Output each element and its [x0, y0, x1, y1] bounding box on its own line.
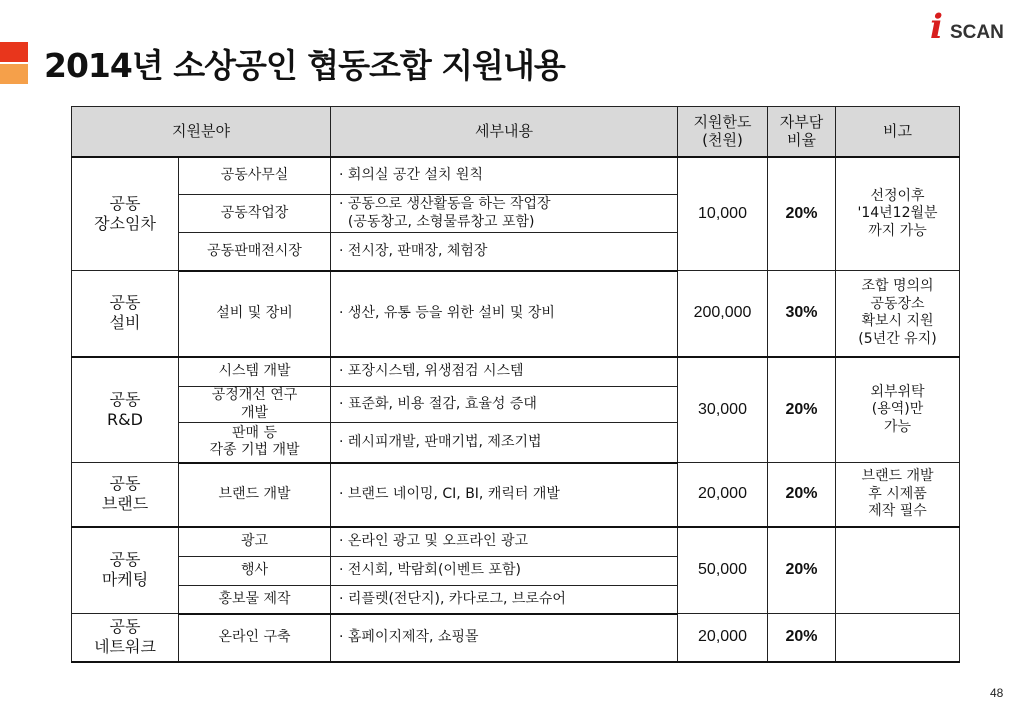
- header-note: 비고: [836, 107, 960, 157]
- sub-category-cell: [179, 557, 331, 586]
- sub-category-line2: 개발: [240, 404, 269, 421]
- detail-cell: [331, 527, 678, 557]
- header-burden: [768, 107, 836, 157]
- area-line1: 공동: [109, 389, 141, 409]
- page-number: 48: [990, 686, 1004, 700]
- table-row: [72, 357, 960, 387]
- detail-cell: [331, 195, 678, 233]
- sub-category: 공정개선 연구: [211, 387, 298, 403]
- note-cell: [836, 463, 960, 527]
- accent-bar-red: [0, 42, 28, 62]
- detail-text: · 온라인 광고 및 오프라인 광고: [339, 533, 528, 549]
- area-cell: [72, 614, 179, 662]
- burden-ratio: 20%: [768, 157, 836, 271]
- area-line2: 장소임차: [94, 213, 156, 233]
- detail-text: · 공동으로 생산활동을 하는 작업장: [339, 196, 551, 212]
- header-burden-line2: 비율: [787, 131, 816, 150]
- detail-text: · 레시피개발, 판매기법, 제조기법: [339, 433, 542, 450]
- accent-bar-orange: [0, 64, 28, 84]
- burden-ratio: 20%: [768, 463, 836, 527]
- burden-ratio: 30%: [768, 271, 836, 357]
- area-line2: 설비: [109, 313, 141, 333]
- detail-text-line2: (공동창고, 소형물류창고 포함): [347, 213, 535, 230]
- area-line1: 공동: [109, 550, 141, 570]
- detail-text: · 브랜드 네이밍, CI, BI, 캐릭터 개발: [339, 485, 560, 502]
- header-detail: 세부내용: [331, 107, 678, 157]
- detail-text: · 전시회, 박람회(이벤트 포함): [339, 562, 521, 579]
- detail-cell: [331, 614, 678, 662]
- area-cell: [72, 527, 179, 614]
- sub-category: 설비 및 장비: [216, 304, 293, 321]
- detail-text: · 홈페이지제작, 쇼핑몰: [339, 628, 479, 645]
- burden-ratio: 20%: [768, 614, 836, 662]
- burden-ratio: 20%: [768, 357, 836, 463]
- sub-category: 공동작업장: [220, 204, 289, 221]
- area-cell: [72, 357, 179, 463]
- area-cell: [72, 157, 179, 271]
- sub-category: 브랜드 개발: [218, 485, 291, 502]
- note-cell: [836, 614, 960, 662]
- note-line: 외부위탁: [870, 383, 925, 400]
- sub-category-cell: [179, 423, 331, 463]
- burden-ratio: 20%: [768, 527, 836, 614]
- note-line: (5년간 유지): [858, 330, 937, 347]
- sub-category-cell: [179, 195, 331, 233]
- sub-category: 공동판매전시장: [207, 242, 302, 259]
- area-line1: 공동: [109, 293, 141, 313]
- sub-category-cell: [179, 387, 331, 423]
- note-line: 공동장소: [870, 295, 925, 312]
- limit-amount: 20,000: [678, 614, 768, 662]
- area-cell: [72, 463, 179, 527]
- note-line: 가능: [883, 418, 912, 435]
- sub-category: 온라인 구축: [218, 628, 291, 645]
- sub-category: 공동사무실: [220, 167, 289, 183]
- sub-category: 홍보물 제작: [218, 590, 291, 607]
- note-line: (용역)만: [871, 401, 924, 417]
- header-field: 지원분야: [72, 107, 331, 157]
- sub-category-cell: [179, 614, 331, 662]
- area-line2: 브랜드: [101, 494, 149, 514]
- detail-cell: [331, 387, 678, 423]
- sub-category-cell: [179, 357, 331, 387]
- note-line: 선정이후: [870, 187, 925, 204]
- sub-category: 시스템 개발: [218, 363, 291, 379]
- slide-title: 2014년 소상공인 협동조합 지원내용: [44, 46, 565, 85]
- header-burden-line1: 자부담: [779, 112, 824, 131]
- note-line: 까지 가능: [868, 222, 927, 239]
- detail-text: · 생산, 유통 등을 위한 설비 및 장비: [339, 304, 555, 321]
- note-cell: [836, 157, 960, 271]
- logo-mark: i: [930, 7, 943, 47]
- detail-cell: [331, 586, 678, 614]
- sub-category-cell: [179, 586, 331, 614]
- sub-category: 행사: [240, 562, 269, 579]
- area-line2: 마케팅: [101, 570, 149, 590]
- note-line: 제작 필수: [868, 503, 927, 519]
- detail-cell: [331, 233, 678, 271]
- detail-cell: [331, 357, 678, 387]
- detail-text: · 표준화, 비용 절감, 효율성 증대: [339, 395, 537, 412]
- note-line: 확보시 지원: [861, 313, 934, 330]
- table-row: [72, 463, 960, 527]
- detail-cell: [331, 271, 678, 357]
- iscan-logo: [930, 8, 1016, 46]
- table-row: [72, 527, 960, 557]
- header-limit-line2: (천원): [702, 131, 743, 150]
- note-line: 후 시제품: [868, 485, 927, 502]
- detail-text: · 리플렛(전단지), 카다로그, 브로슈어: [339, 590, 566, 607]
- area-cell: [72, 271, 179, 357]
- note-line: 브랜드 개발: [861, 468, 934, 484]
- header-limit: [678, 107, 768, 157]
- sub-category-line2: 각종 기법 개발: [209, 442, 300, 459]
- note-cell: [836, 271, 960, 357]
- detail-cell: [331, 557, 678, 586]
- sub-category-cell: [179, 271, 331, 357]
- support-table: [71, 106, 960, 663]
- sub-category-cell: [179, 463, 331, 527]
- note-cell: [836, 527, 960, 614]
- detail-cell: [331, 157, 678, 195]
- limit-amount: 30,000: [678, 357, 768, 463]
- limit-amount: 20,000: [678, 463, 768, 527]
- table-row: [72, 614, 960, 662]
- detail-text: · 회의실 공간 설치 원칙: [339, 167, 483, 183]
- detail-text: · 포장시스템, 위생점검 시스템: [339, 363, 524, 379]
- header-row: [72, 107, 960, 157]
- table-row: [72, 271, 960, 357]
- area-line2: R&D: [107, 409, 143, 429]
- detail-text: · 전시장, 판매장, 체험장: [339, 242, 488, 259]
- note-cell: [836, 357, 960, 463]
- sub-category-cell: [179, 157, 331, 195]
- logo-text: SCAN: [950, 22, 1004, 43]
- table-row: [72, 157, 960, 195]
- detail-cell: [331, 423, 678, 463]
- limit-amount: 50,000: [678, 527, 768, 614]
- note-line: '14년12월분: [857, 205, 938, 221]
- sub-category-cell: [179, 233, 331, 271]
- sub-category-cell: [179, 527, 331, 557]
- sub-category: 판매 등: [231, 424, 278, 441]
- limit-amount: 200,000: [678, 271, 768, 357]
- area-line1: 공동: [109, 474, 141, 494]
- detail-cell: [331, 463, 678, 527]
- header-limit-line1: 지원한도: [693, 112, 752, 131]
- area-line2: 네트워크: [94, 637, 156, 657]
- area-line1: 공동: [109, 617, 141, 637]
- note-line: 조합 명의의: [861, 278, 934, 295]
- sub-category: 광고: [240, 533, 269, 549]
- area-line1: 공동: [109, 193, 141, 213]
- limit-amount: 10,000: [678, 157, 768, 271]
